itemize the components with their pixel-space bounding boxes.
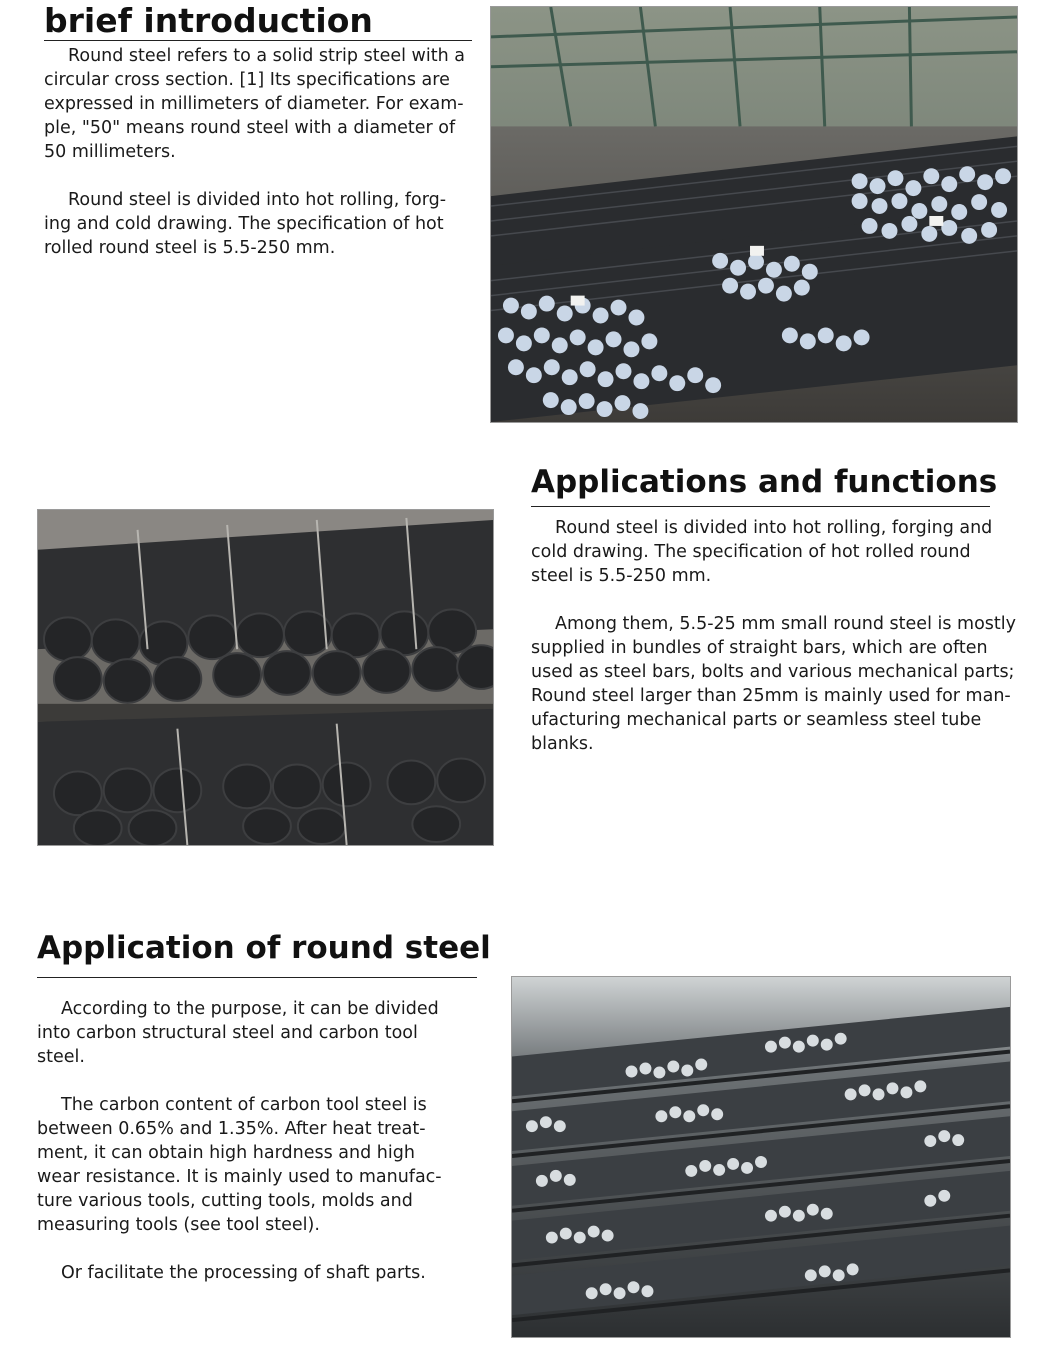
section1-title-underline	[44, 40, 472, 41]
section3-title: Application of round steel	[37, 930, 491, 966]
section1-paragraph-1: Round steel refers to a solid strip steel with a circular cross section. [1] Its specifications are expressed in millimeters of diameter. For exam- ple, "50" means round steel with a diameter of 50 millimeters.	[44, 46, 465, 162]
section2-title: Applications and functions	[531, 464, 998, 500]
section2-title-underline	[531, 506, 990, 507]
section2-paragraph-1: Round steel is divided into hot rolling, forging and cold drawing. The specification of hot rolled round steel is 5.5-250 mm.	[531, 518, 993, 586]
section3-paragraph-2: The carbon content of carbon tool steel is between 0.65% and 1.35%. After heat treat- ment, it can obtain high hardness and high wear resistance. It is mainly used to manufac- ture various tools, cutting tools, molds and measuring tools (see tool steel).	[37, 1095, 442, 1235]
layered-steel-bar-racks-photo	[511, 976, 1011, 1338]
section3-title-underline	[37, 977, 477, 978]
section2-paragraph-2: Among them, 5.5-25 mm small round steel is mostly supplied in bundles of straight bars, which are often used as steel bars, bolts and various mechanical parts; Round steel larger than 25mm is mainly used for man- ufacturing mechanical parts or seamless steel tube blanks.	[531, 614, 1016, 754]
black-round-bar-stacks-photo	[37, 509, 494, 846]
section1-body	[44, 44, 484, 260]
section3-body	[37, 997, 477, 1285]
round-steel-bundles-warehouse-photo	[490, 6, 1018, 423]
section1-title: brief introduction	[44, 1, 373, 40]
section2-body	[531, 516, 1031, 756]
section3-paragraph-1: According to the purpose, it can be divided into carbon structural steel and carbon tool steel.	[37, 999, 439, 1067]
section3-paragraph-3: Or facilitate the processing of shaft parts.	[61, 1263, 426, 1283]
section1-paragraph-2: Round steel is divided into hot rolling, forg- ing and cold drawing. The specification of hot rolled round steel is 5.5-250 mm.	[44, 190, 447, 258]
